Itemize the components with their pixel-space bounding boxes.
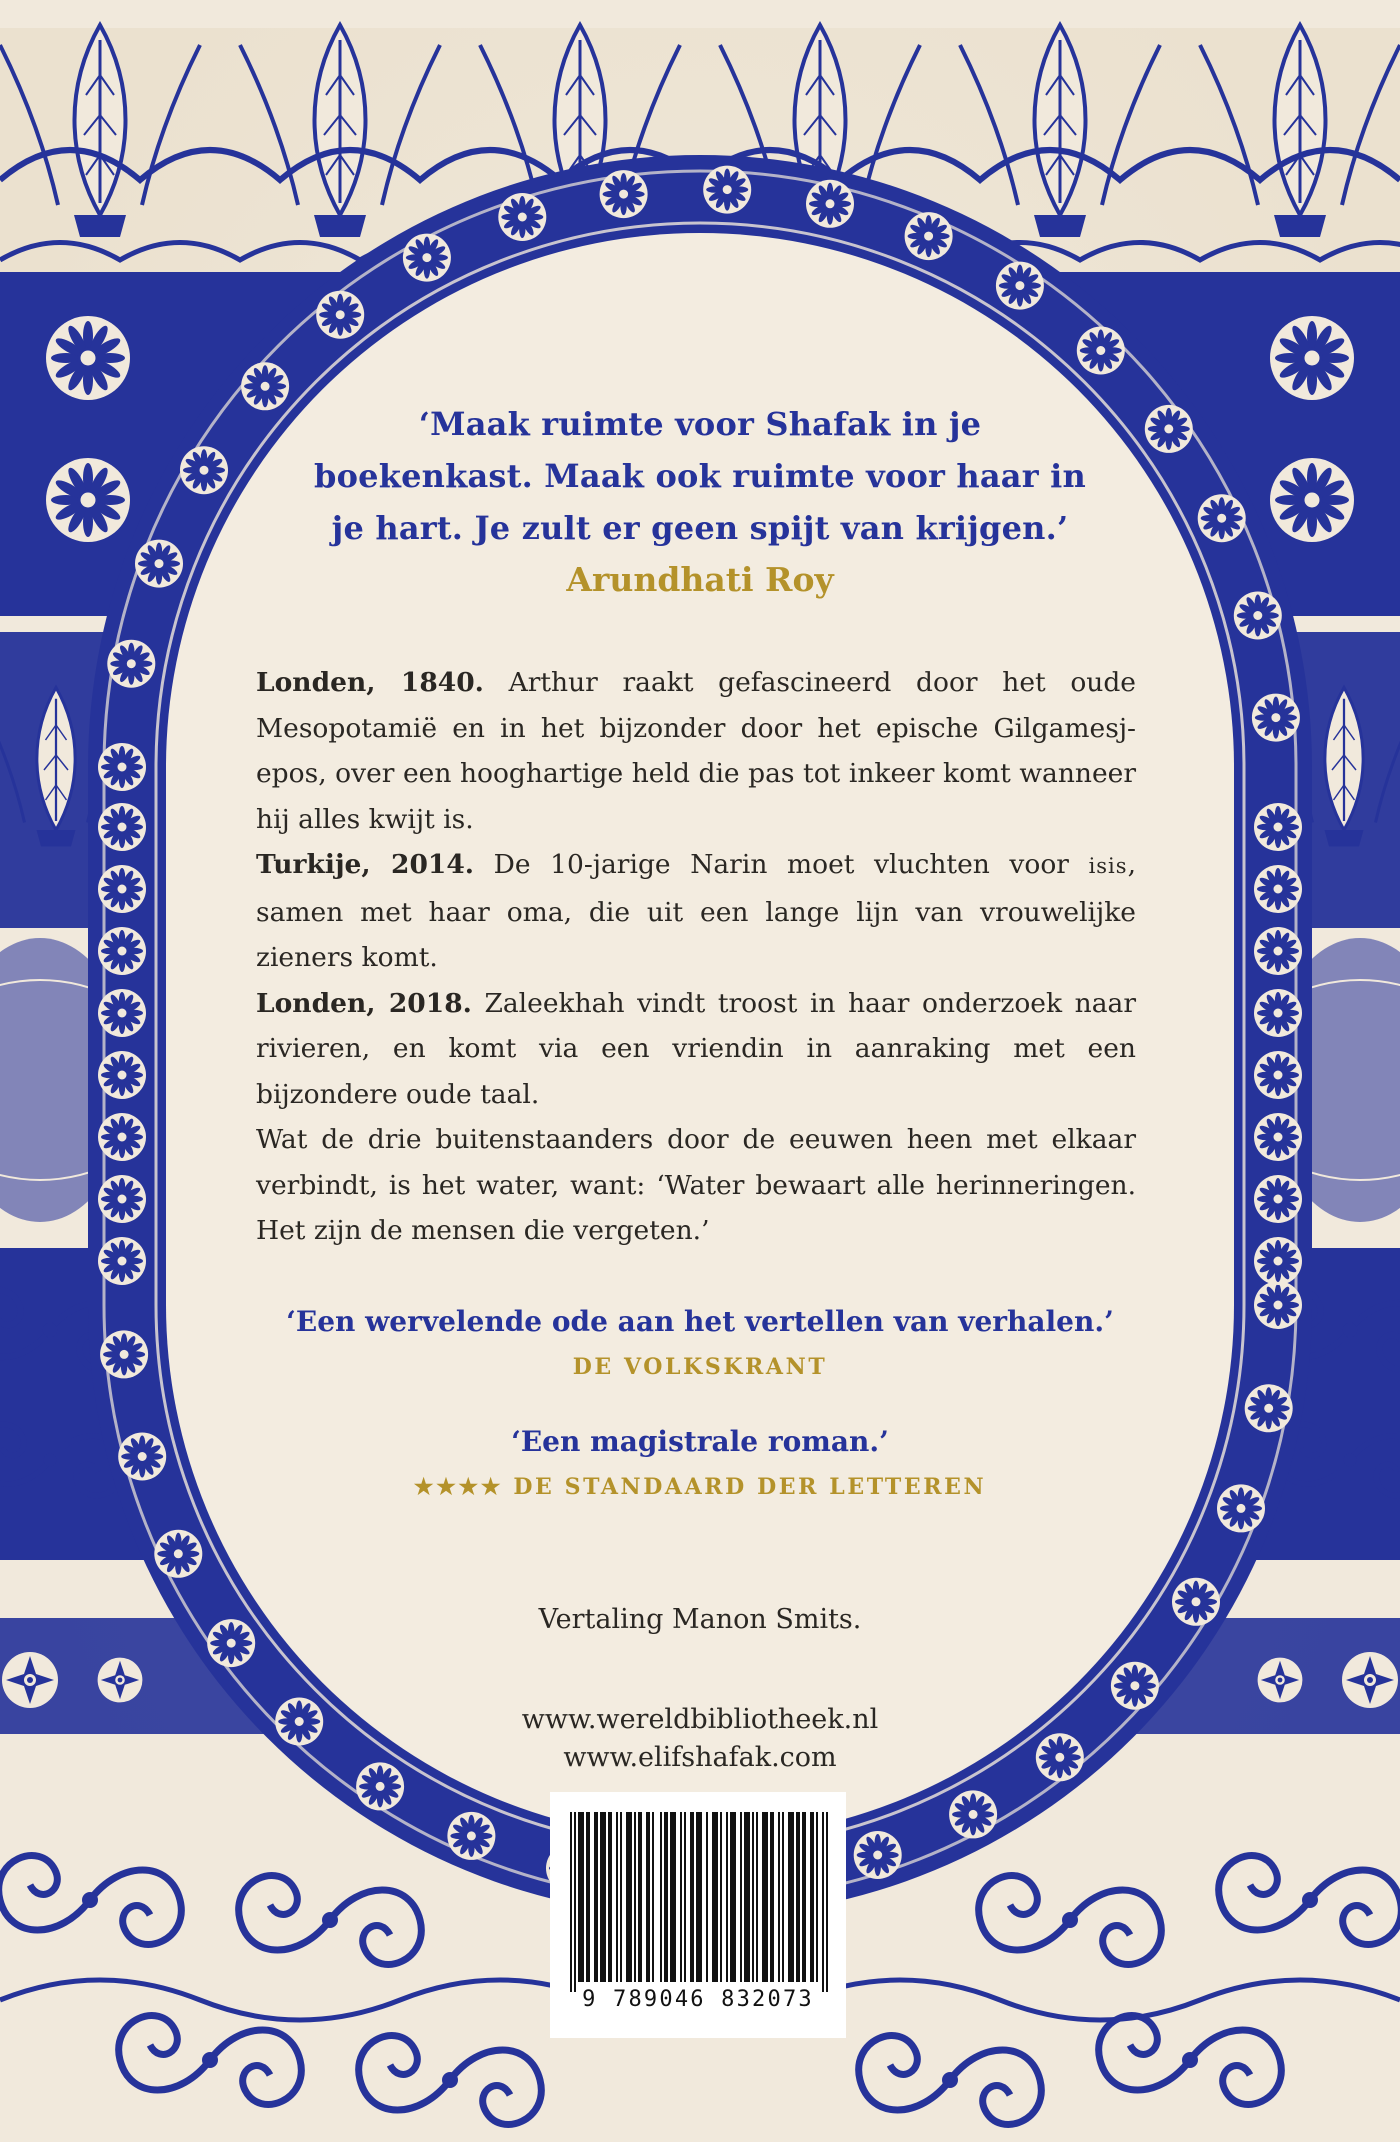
blurb <box>256 660 1136 1254</box>
blurb-lead: Turkije, 2014. <box>256 849 474 880</box>
review-source: ★★★★ DE STANDAARD DER LETTEREN <box>413 1474 987 1500</box>
featured-quote <box>300 398 1100 554</box>
blurb-text: Wat de drie buitenstaanders door de eeuwen heen met elkaar verbindt, is het water, want: ‘Water bewaart alle herinneringen. Het zijn de mensen die vergeten.’ <box>256 1124 1136 1246</box>
blurb-paragraph-1 <box>256 660 1136 842</box>
review-source: DE VOLKSKRANT <box>572 1354 828 1380</box>
blurb-paragraph-4 <box>256 1117 1136 1254</box>
blurb-smallcaps: isis <box>1088 854 1128 878</box>
barcode <box>550 1792 846 2038</box>
blurb-text: , samen met haar oma, die uit een lange lijn van vrouwelijke zieners komt. <box>256 849 1136 973</box>
isbn-number: 9 789046 832073 <box>582 1987 814 2012</box>
blurb-lead: Londen, 2018. <box>256 987 472 1019</box>
featured-quote-author: Arundhati Roy <box>566 560 834 599</box>
website-link[interactable]: www.elifshafak.com <box>563 1742 837 1773</box>
featured-quote-line: boekenkast. Maak ook ruimte voor haar in <box>314 457 1086 495</box>
review-quote: ‘Een wervelende ode aan het vertellen van verhalen.’ <box>286 1305 1114 1338</box>
translation-credit: Vertaling Manon Smits. <box>538 1604 862 1635</box>
featured-quote-line: je hart. Je zult er geen spijt van krijgen.’ <box>331 509 1069 547</box>
blurb-text: Arthur raakt gefascineerd door het oude Mesopotamië en in het bijzonder door het epische Gilgamesj-epos, over een hooghartige held die pas tot inkeer komt wanneer hij alles kwijt is. <box>256 667 1136 835</box>
blurb-text: De 10-jarige Narin moet vluchten voor <box>474 849 1089 880</box>
blurb-text: Zaleekhah vindt troost in haar onderzoek naar rivieren, en komt via een vriendin in aanraking met een bijzondere oude taal. <box>256 987 1136 1110</box>
review-quote: ‘Een magistrale roman.’ <box>511 1425 889 1458</box>
blurb-lead: Londen, 1840. <box>256 667 484 698</box>
featured-quote-line: ‘Maak ruimte voor Shafak in je <box>418 405 982 443</box>
blurb-paragraph-2 <box>256 842 1136 981</box>
blurb-paragraph-3 <box>256 981 1136 1118</box>
website-link[interactable]: www.wereldbibliotheek.nl <box>521 1704 879 1735</box>
